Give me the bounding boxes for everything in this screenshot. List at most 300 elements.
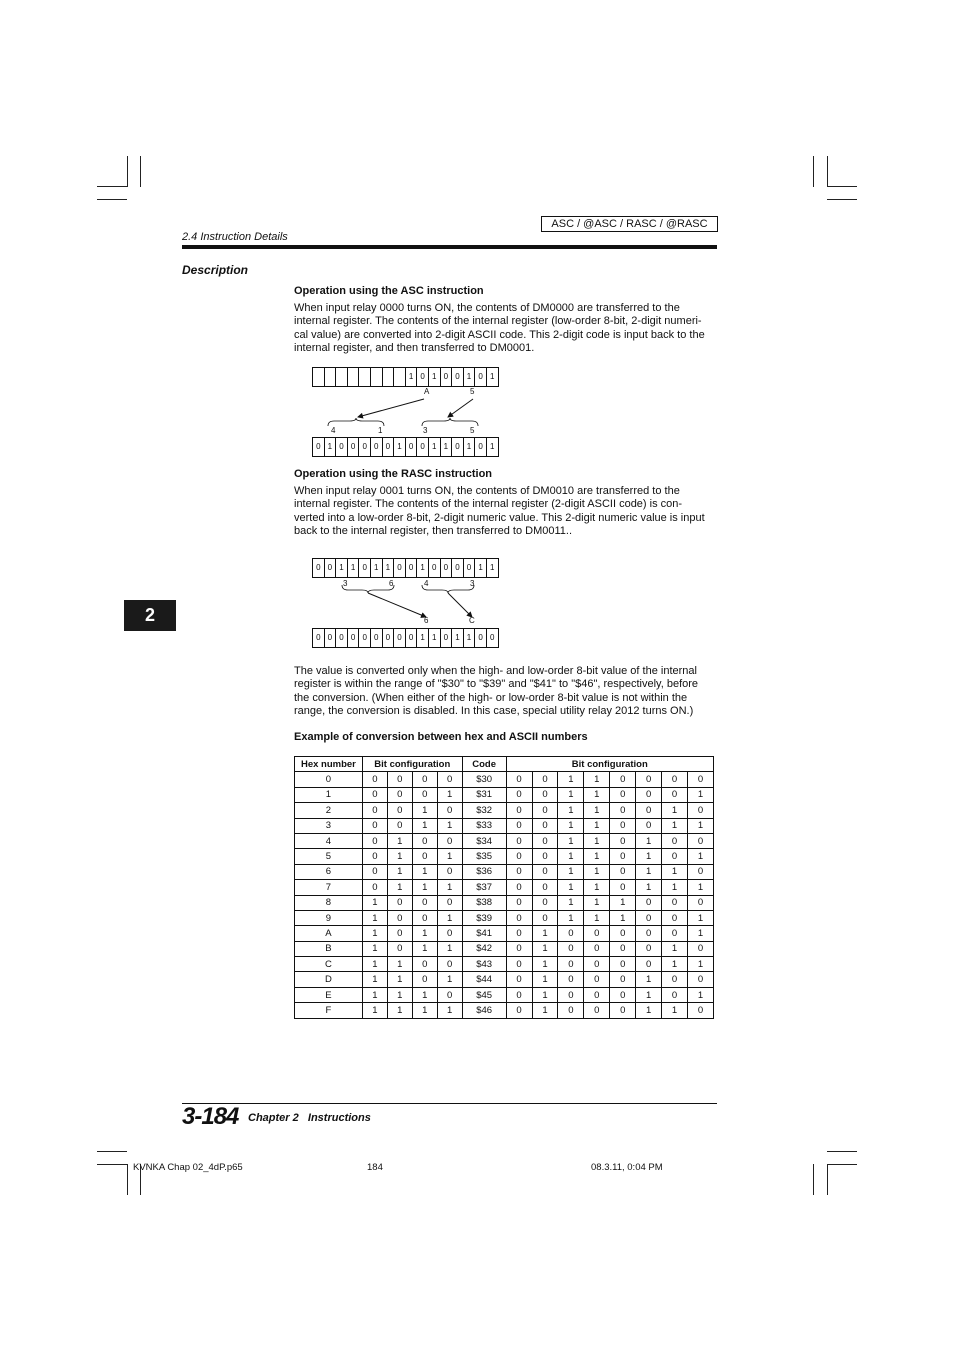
bit-cell: 0	[662, 926, 688, 941]
bit-cell: 0	[362, 849, 387, 864]
code-cell: $38	[462, 895, 506, 910]
bit-cell: 1	[412, 880, 437, 895]
bit-cell: 0	[584, 987, 610, 1002]
bit-cell: 0	[452, 559, 464, 577]
hex-ascii-table	[294, 756, 714, 1019]
bit-cell: 0	[532, 910, 558, 925]
bit-cell: 1	[558, 880, 584, 895]
bit-cell: 1	[688, 880, 714, 895]
bit-cell: 1	[412, 926, 437, 941]
bit-cell: 0	[362, 864, 387, 879]
bit-cell: 1	[437, 910, 462, 925]
bit-cell: 0	[362, 880, 387, 895]
bit-cell: 1	[636, 849, 662, 864]
bit-cell: 1	[489, 372, 495, 381]
bit-cell: 1	[688, 987, 714, 1002]
bit-cell: 1	[558, 849, 584, 864]
bit-cell: 1	[437, 787, 462, 802]
crop-mark	[813, 1164, 814, 1195]
bit-cell: 0	[387, 941, 412, 956]
code-cell: $41	[462, 926, 506, 941]
bit-cell: 0	[506, 972, 532, 987]
bit-cell: 0	[610, 957, 636, 972]
bit-cell: 0	[412, 972, 437, 987]
bit-cell: 1	[417, 629, 429, 647]
header-code: Code	[462, 757, 506, 772]
asc-label-5: 5	[470, 387, 475, 396]
bit-cell: 0	[441, 368, 453, 386]
code-cell: $45	[462, 987, 506, 1002]
bit-cell: 0	[437, 926, 462, 941]
rasc-digit-label: 4	[424, 579, 429, 588]
bit-cell: 0	[532, 772, 558, 787]
bit-cell: 1	[584, 772, 610, 787]
bit-cell: 0	[387, 926, 412, 941]
bit-cell: 1	[387, 957, 412, 972]
bit-cell: 1	[387, 833, 412, 848]
hex-cell: C	[295, 957, 363, 972]
bit-cell: 1	[387, 987, 412, 1002]
bit-cell: 0	[506, 803, 532, 818]
bit-cell: 1	[584, 864, 610, 879]
crop-mark	[827, 1164, 828, 1195]
bit-cell: 1	[662, 941, 688, 956]
rasc-digit-label: 6	[389, 579, 394, 588]
bit-cell: 1	[412, 803, 437, 818]
bit-cell: 0	[688, 895, 714, 910]
bit-cell: 0	[362, 818, 387, 833]
table-row	[295, 803, 714, 818]
bit-cell: 0	[387, 772, 412, 787]
bit-cell: 1	[584, 818, 610, 833]
bit-cell: 0	[610, 803, 636, 818]
bit-cell: 0	[688, 833, 714, 848]
hex-cell: E	[295, 987, 363, 1002]
bit-cell: 1	[584, 849, 610, 864]
bit-cell: 0	[313, 438, 325, 456]
header-bit-config-ascii: Bit configuration	[506, 757, 713, 772]
crop-mark	[97, 1151, 127, 1152]
table-row	[295, 818, 714, 833]
code-cell: $35	[462, 849, 506, 864]
bit-cell: 1	[532, 926, 558, 941]
bit-cell: 1	[688, 910, 714, 925]
bit-cell: 0	[336, 629, 348, 647]
table-row	[295, 833, 714, 848]
bit-cell: 1	[475, 559, 487, 577]
bit-cell: 0	[636, 787, 662, 802]
bit-cell: 1	[336, 559, 348, 577]
bit-cell: 0	[336, 438, 348, 456]
code-cell: $36	[462, 864, 506, 879]
bit-cell: 1	[387, 849, 412, 864]
bit-cell: 1	[688, 957, 714, 972]
bit-cell: 0	[417, 368, 429, 386]
table-row	[295, 849, 714, 864]
hex-cell: 0	[295, 772, 363, 787]
bit-cell: 1	[452, 629, 464, 647]
asc-digit-label: 3	[423, 426, 428, 435]
asc-digit-label: 1	[378, 426, 383, 435]
bit-cell: 0	[584, 926, 610, 941]
bit-cell: 0	[636, 818, 662, 833]
bit-cell: 0	[348, 629, 360, 647]
crop-mark	[827, 156, 828, 187]
bit-cell: 1	[362, 910, 387, 925]
bit-cell: 0	[636, 910, 662, 925]
bit-cell: 0	[412, 833, 437, 848]
hex-cell: 1	[295, 787, 363, 802]
bit-cell: 1	[387, 864, 412, 879]
bit-cell: 0	[636, 803, 662, 818]
bit-cell: 0	[412, 849, 437, 864]
bit-cell	[383, 368, 395, 386]
bit-cell: 0	[610, 926, 636, 941]
bit-cell: 0	[506, 957, 532, 972]
bit-cell: 1	[412, 864, 437, 879]
bit-cell: 1	[387, 1003, 412, 1018]
bit-cell: 1	[532, 941, 558, 956]
crop-mark	[827, 1151, 857, 1152]
crop-mark	[827, 1164, 857, 1165]
table-row	[295, 926, 714, 941]
bit-cell: 1	[584, 910, 610, 925]
table-row	[295, 1003, 714, 1018]
bit-cell: 1	[662, 957, 688, 972]
page-number: 3-184	[182, 1103, 239, 1130]
asc-register-bits	[312, 367, 499, 387]
bit-cell: 0	[532, 803, 558, 818]
crop-mark	[827, 199, 857, 200]
header-rule	[182, 245, 717, 249]
bit-cell: 1	[441, 438, 453, 456]
table-header-row	[295, 757, 714, 772]
code-cell: $31	[462, 787, 506, 802]
rasc-digit-label: 3	[343, 579, 348, 588]
bit-cell: 0	[506, 864, 532, 879]
bit-cell: 0	[348, 438, 360, 456]
asc-label-a: A	[424, 387, 430, 396]
bit-cell: 0	[506, 880, 532, 895]
bit-cell: 0	[325, 629, 337, 647]
hex-cell: 7	[295, 880, 363, 895]
hex-cell: F	[295, 1003, 363, 1018]
bit-cell: 1	[636, 833, 662, 848]
bit-cell: 0	[437, 803, 462, 818]
hex-cell: 8	[295, 895, 363, 910]
bit-cell: 0	[532, 818, 558, 833]
bit-cell: 0	[437, 957, 462, 972]
bit-cell: 1	[662, 864, 688, 879]
bit-cell: 0	[464, 559, 476, 577]
bit-cell: 0	[371, 629, 383, 647]
table-row	[295, 787, 714, 802]
bit-cell: 0	[452, 368, 464, 386]
bit-cell: 1	[371, 559, 383, 577]
bit-cell: 1	[636, 972, 662, 987]
table-row	[295, 772, 714, 787]
bit-cell: 1	[636, 987, 662, 1002]
bit-cell: 0	[662, 833, 688, 848]
bit-cell: 1	[558, 833, 584, 848]
code-cell: $43	[462, 957, 506, 972]
bit-cell: 1	[406, 368, 418, 386]
bit-cell	[359, 368, 371, 386]
bit-cell: 0	[475, 438, 487, 456]
bit-cell	[336, 368, 348, 386]
instruction-name-box: ASC / @ASC / RASC / @RASC	[541, 216, 718, 232]
bit-cell: 1	[383, 559, 395, 577]
bit-cell: 1	[437, 941, 462, 956]
crop-mark	[97, 199, 127, 200]
bit-cell: 1	[417, 559, 429, 577]
conversion-note: The value is converted only when the high- and low-order 8-bit value of the internal register is within the range of "$30" to "$39" and "$41" to "$46", respectively, before the conversion. (When either of the high- or low-order 8-bit value is not within the range, the conversion is disabled. In this case, special utility relay 2012 turns ON.)	[294, 665, 699, 718]
bit-cell: 0	[359, 438, 371, 456]
bit-cell: 1	[362, 972, 387, 987]
bit-cell: 0	[558, 972, 584, 987]
chapter-tab: 2	[124, 600, 176, 631]
bit-cell: 1	[558, 772, 584, 787]
bit-cell: 1	[437, 1003, 462, 1018]
bit-cell: 0	[383, 629, 395, 647]
bit-cell: 1	[636, 1003, 662, 1018]
bit-cell: 1	[362, 941, 387, 956]
bit-cell: 1	[437, 849, 462, 864]
crop-mark	[97, 1164, 127, 1165]
bit-cell: 1	[688, 849, 714, 864]
code-cell: $44	[462, 972, 506, 987]
bit-cell: 0	[610, 818, 636, 833]
bit-cell: 0	[558, 1003, 584, 1018]
bit-cell: 0	[532, 787, 558, 802]
bit-cell: 0	[437, 895, 462, 910]
bit-cell: 0	[406, 629, 418, 647]
bit-cell: 1	[362, 895, 387, 910]
rasc-digit-label: 3	[470, 579, 475, 588]
bit-cell: 0	[387, 787, 412, 802]
hex-cell: A	[295, 926, 363, 941]
bit-cell	[325, 368, 337, 386]
bit-cell: 0	[362, 833, 387, 848]
bit-cell: 0	[452, 438, 464, 456]
hex-cell: 9	[295, 910, 363, 925]
asc-heading: Operation using the ASC instruction	[294, 285, 484, 297]
bit-cell: 0	[506, 833, 532, 848]
bit-cell: 0	[636, 895, 662, 910]
bit-cell: 1	[532, 957, 558, 972]
bit-cell: 0	[362, 772, 387, 787]
bit-cell: 0	[412, 910, 437, 925]
asc-paragraph: When input relay 0000 turns ON, the contents of DM0000 are transferred to the internal register. The contents of the internal register (low-order 8-bit, 2-digit numeri- cal value) are converted into 2-digit ASCII code. This 2-digit code is input back to the internal register, and then transferred to DM0001.	[294, 302, 705, 355]
bit-cell: 0	[610, 941, 636, 956]
bit-cell: 0	[532, 880, 558, 895]
crop-mark	[140, 156, 141, 187]
bit-cell: 0	[506, 772, 532, 787]
hex-cell: 3	[295, 818, 363, 833]
bit-cell: 0	[506, 910, 532, 925]
bit-cell: 1	[387, 972, 412, 987]
bit-cell: 1	[489, 442, 495, 451]
bit-cell: 0	[387, 803, 412, 818]
bit-cell: 1	[387, 880, 412, 895]
bit-cell: 0	[688, 941, 714, 956]
bit-cell: 0	[532, 849, 558, 864]
asc-digit-label: 5	[470, 426, 475, 435]
footer-filename: KVNKA Chap 02_4dP.p65	[133, 1162, 243, 1173]
bit-cell: 0	[406, 438, 418, 456]
bit-cell: 1	[584, 880, 610, 895]
crop-mark	[127, 1164, 128, 1195]
bit-cell: 0	[610, 1003, 636, 1018]
asc-result-bits	[312, 437, 499, 457]
bit-cell: 1	[558, 818, 584, 833]
bit-cell: 0	[532, 833, 558, 848]
bit-cell: 1	[362, 987, 387, 1002]
bit-cell: 0	[532, 895, 558, 910]
bit-cell: 0	[506, 941, 532, 956]
bit-cell: 1	[688, 818, 714, 833]
bit-cell: 0	[662, 849, 688, 864]
rasc-arrow-diagram	[310, 584, 510, 624]
code-cell: $32	[462, 803, 506, 818]
bit-cell: 0	[437, 833, 462, 848]
bit-cell: 1	[558, 895, 584, 910]
bit-cell: 1	[610, 910, 636, 925]
bit-cell: 1	[662, 803, 688, 818]
bit-cell: 0	[412, 957, 437, 972]
bit-cell: 0	[412, 787, 437, 802]
bit-cell: 1	[437, 880, 462, 895]
bit-cell: 0	[610, 864, 636, 879]
bit-cell: 0	[325, 559, 337, 577]
bit-cell: 1	[558, 787, 584, 802]
bit-cell: 0	[437, 772, 462, 787]
bit-cell: 1	[464, 368, 476, 386]
crop-mark	[813, 156, 814, 187]
bit-cell: 0	[558, 941, 584, 956]
bit-cell: 0	[610, 880, 636, 895]
table-row	[295, 864, 714, 879]
bit-cell: 1	[429, 368, 441, 386]
bit-cell: 1	[532, 987, 558, 1002]
bit-cell: 0	[584, 972, 610, 987]
bit-cell: 0	[506, 818, 532, 833]
chapter-label: Chapter 2 Instructions	[248, 1112, 371, 1124]
bit-cell: 0	[688, 803, 714, 818]
header-bit-config: Bit configuration	[362, 757, 462, 772]
bit-cell: 0	[417, 438, 429, 456]
hex-cell: 5	[295, 849, 363, 864]
bit-cell: 0	[429, 559, 441, 577]
bit-cell: 1	[412, 1003, 437, 1018]
bit-cell: 1	[584, 803, 610, 818]
bit-cell: 0	[636, 941, 662, 956]
bit-cell: 0	[394, 559, 406, 577]
bit-cell: 0	[371, 438, 383, 456]
bit-cell: 0	[475, 629, 487, 647]
bit-cell: 0	[387, 895, 412, 910]
bit-cell: 0	[584, 1003, 610, 1018]
bit-cell: 1	[489, 563, 495, 572]
bit-cell: 1	[662, 880, 688, 895]
bit-cell: 0	[359, 559, 371, 577]
bit-cell: 1	[325, 438, 337, 456]
code-cell: $30	[462, 772, 506, 787]
bit-cell: 0	[662, 987, 688, 1002]
bit-cell: 1	[662, 818, 688, 833]
bit-cell: 1	[688, 787, 714, 802]
bit-cell: 0	[475, 368, 487, 386]
bit-cell: 0	[359, 629, 371, 647]
bit-cell: 0	[387, 818, 412, 833]
bit-cell: 0	[610, 987, 636, 1002]
bit-cell: 1	[437, 972, 462, 987]
bit-cell: 1	[636, 864, 662, 879]
asc-digit-label: 4	[331, 426, 336, 435]
bit-cell: 0	[387, 910, 412, 925]
footer-rule	[182, 1103, 717, 1104]
bit-cell: 0	[441, 559, 453, 577]
code-cell: $37	[462, 880, 506, 895]
bit-cell: 1	[362, 1003, 387, 1018]
bit-cell: 0	[506, 895, 532, 910]
bit-cell: 0	[506, 849, 532, 864]
bit-cell: 0	[437, 864, 462, 879]
table-row	[295, 895, 714, 910]
header-hex-number: Hex number	[295, 757, 363, 772]
description-heading: Description	[182, 263, 249, 277]
bit-cell: 0	[610, 787, 636, 802]
bit-cell	[313, 368, 325, 386]
bit-cell: 0	[437, 987, 462, 1002]
bit-cell: 0	[662, 910, 688, 925]
bit-cell: 1	[558, 803, 584, 818]
bit-cell: 1	[558, 910, 584, 925]
bit-cell: 0	[662, 772, 688, 787]
hex-cell: 4	[295, 833, 363, 848]
table-row	[295, 941, 714, 956]
hex-cell: D	[295, 972, 363, 987]
bit-cell: 0	[610, 972, 636, 987]
bit-cell: 0	[362, 787, 387, 802]
bit-cell: 1	[429, 438, 441, 456]
bit-cell: 1	[610, 895, 636, 910]
bit-cell	[394, 368, 406, 386]
bit-cell: 0	[558, 926, 584, 941]
bit-cell: 0	[558, 957, 584, 972]
bit-cell: 1	[437, 818, 462, 833]
bit-cell: 1	[532, 972, 558, 987]
bit-cell: 0	[412, 772, 437, 787]
code-cell: $42	[462, 941, 506, 956]
rasc-result-bits	[312, 628, 499, 648]
bit-cell: 0	[506, 1003, 532, 1018]
code-cell: $46	[462, 1003, 506, 1018]
bit-cell: 0	[662, 787, 688, 802]
rasc-heading: Operation using the RASC instruction	[294, 468, 493, 480]
bit-cell: 0	[506, 987, 532, 1002]
bit-cell: 0	[636, 926, 662, 941]
crop-mark	[127, 156, 128, 187]
bit-cell: 0	[558, 987, 584, 1002]
bit-cell: 1	[464, 629, 476, 647]
bit-cell: 0	[610, 849, 636, 864]
hex-cell: 6	[295, 864, 363, 879]
asc-arrow-diagram	[310, 392, 510, 436]
bit-cell: 1	[584, 895, 610, 910]
bit-cell: 0	[688, 772, 714, 787]
bit-cell: 1	[584, 833, 610, 848]
